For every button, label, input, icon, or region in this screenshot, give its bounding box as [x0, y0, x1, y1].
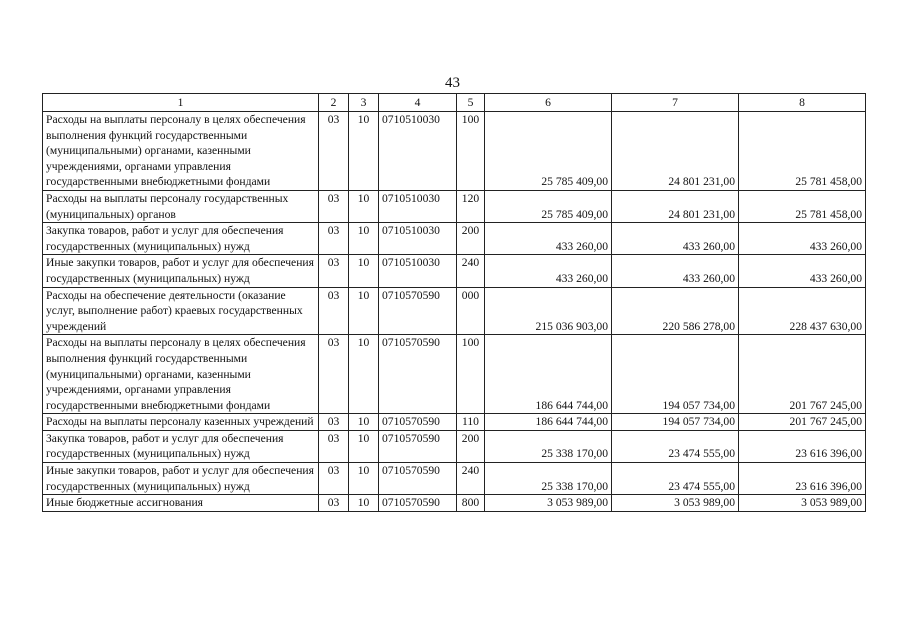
row-name-cell: Расходы на обеспечение деятельности (оказание услуг, выполнение работ) краевых государственных учреждений [43, 287, 319, 335]
amount-col8-cell: 25 781 458,00 [739, 112, 866, 191]
section-code-cell: 03 [319, 190, 349, 222]
column-header: 3 [349, 94, 379, 112]
column-header: 2 [319, 94, 349, 112]
expense-type-cell: 110 [457, 414, 485, 431]
amount-col6-cell: 25 785 409,00 [485, 112, 612, 191]
table-row [43, 414, 866, 431]
amount-col8-cell: 433 260,00 [739, 255, 866, 287]
target-article-cell: 0710570590 [379, 430, 457, 462]
table-header-row [43, 94, 866, 112]
amount-col7-cell: 24 801 231,00 [612, 190, 739, 222]
table-row [43, 335, 866, 414]
expense-type-cell: 000 [457, 287, 485, 335]
expense-type-cell: 100 [457, 112, 485, 191]
amount-col6-cell: 25 338 170,00 [485, 463, 612, 495]
target-article-cell: 0710570590 [379, 414, 457, 431]
subsection-code-cell: 10 [349, 430, 379, 462]
table-row [43, 190, 866, 222]
amount-col7-cell: 194 057 734,00 [612, 414, 739, 431]
section-code-cell: 03 [319, 463, 349, 495]
amount-col8-cell: 201 767 245,00 [739, 414, 866, 431]
row-name-cell: Закупка товаров, работ и услуг для обеспечения государственных (муниципальных) нужд [43, 430, 319, 462]
target-article-cell: 0710510030 [379, 112, 457, 191]
column-header: 6 [485, 94, 612, 112]
expense-type-cell: 800 [457, 495, 485, 512]
amount-col7-cell: 433 260,00 [612, 223, 739, 255]
amount-col8-cell: 23 616 396,00 [739, 430, 866, 462]
row-name-cell: Закупка товаров, работ и услуг для обеспечения государственных (муниципальных) нужд [43, 223, 319, 255]
amount-col6-cell: 433 260,00 [485, 223, 612, 255]
subsection-code-cell: 10 [349, 223, 379, 255]
column-header: 5 [457, 94, 485, 112]
subsection-code-cell: 10 [349, 463, 379, 495]
expense-type-cell: 200 [457, 223, 485, 255]
table-row [43, 223, 866, 255]
table-row [43, 430, 866, 462]
target-article-cell: 0710510030 [379, 255, 457, 287]
expense-type-cell: 240 [457, 255, 485, 287]
amount-col7-cell: 220 586 278,00 [612, 287, 739, 335]
section-code-cell: 03 [319, 495, 349, 512]
row-name-cell: Иные закупки товаров, работ и услуг для обеспечения государственных (муниципальных) нужд [43, 255, 319, 287]
subsection-code-cell: 10 [349, 287, 379, 335]
row-name-cell: Расходы на выплаты персоналу в целях обеспечения выполнения функций государственными (муниципальными) органами, казенными учреждениями, органами управления государственными внебюджетными фондами [43, 335, 319, 414]
row-name-cell: Расходы на выплаты персоналу казенных учреждений [43, 414, 319, 431]
section-code-cell: 03 [319, 335, 349, 414]
section-code-cell: 03 [319, 287, 349, 335]
table-row [43, 255, 866, 287]
amount-col8-cell: 23 616 396,00 [739, 463, 866, 495]
amount-col8-cell: 3 053 989,00 [739, 495, 866, 512]
row-name-cell: Расходы на выплаты персоналу государственных (муниципальных) органов [43, 190, 319, 222]
amount-col7-cell: 3 053 989,00 [612, 495, 739, 512]
amount-col6-cell: 186 644 744,00 [485, 414, 612, 431]
subsection-code-cell: 10 [349, 112, 379, 191]
expense-type-cell: 240 [457, 463, 485, 495]
column-header: 7 [612, 94, 739, 112]
column-header: 8 [739, 94, 866, 112]
subsection-code-cell: 10 [349, 414, 379, 431]
amount-col6-cell: 186 644 744,00 [485, 335, 612, 414]
expense-type-cell: 200 [457, 430, 485, 462]
section-code-cell: 03 [319, 430, 349, 462]
table-row [43, 495, 866, 512]
section-code-cell: 03 [319, 255, 349, 287]
target-article-cell: 0710510030 [379, 190, 457, 222]
target-article-cell: 0710570590 [379, 287, 457, 335]
subsection-code-cell: 10 [349, 190, 379, 222]
row-name-cell: Иные закупки товаров, работ и услуг для обеспечения государственных (муниципальных) нужд [43, 463, 319, 495]
target-article-cell: 0710510030 [379, 223, 457, 255]
target-article-cell: 0710570590 [379, 335, 457, 414]
table-row [43, 463, 866, 495]
amount-col6-cell: 3 053 989,00 [485, 495, 612, 512]
subsection-code-cell: 10 [349, 335, 379, 414]
column-header: 1 [43, 94, 319, 112]
subsection-code-cell: 10 [349, 495, 379, 512]
amount-col6-cell: 25 785 409,00 [485, 190, 612, 222]
row-name-cell: Иные бюджетные ассигнования [43, 495, 319, 512]
amount-col8-cell: 228 437 630,00 [739, 287, 866, 335]
target-article-cell: 0710570590 [379, 463, 457, 495]
budget-table [42, 93, 866, 512]
amount-col8-cell: 433 260,00 [739, 223, 866, 255]
section-code-cell: 03 [319, 223, 349, 255]
amount-col7-cell: 23 474 555,00 [612, 430, 739, 462]
row-name-cell: Расходы на выплаты персоналу в целях обеспечения выполнения функций государственными (муниципальными) органами, казенными учреждениями, органами управления государственными внебюджетными фондами [43, 112, 319, 191]
target-article-cell: 0710570590 [379, 495, 457, 512]
section-code-cell: 03 [319, 112, 349, 191]
amount-col8-cell: 201 767 245,00 [739, 335, 866, 414]
subsection-code-cell: 10 [349, 255, 379, 287]
amount-col6-cell: 25 338 170,00 [485, 430, 612, 462]
amount-col6-cell: 433 260,00 [485, 255, 612, 287]
amount-col6-cell: 215 036 903,00 [485, 287, 612, 335]
table-row [43, 112, 866, 191]
amount-col7-cell: 194 057 734,00 [612, 335, 739, 414]
section-code-cell: 03 [319, 414, 349, 431]
amount-col7-cell: 23 474 555,00 [612, 463, 739, 495]
page-number: 43 [445, 75, 460, 91]
amount-col8-cell: 25 781 458,00 [739, 190, 866, 222]
table-row [43, 287, 866, 335]
column-header: 4 [379, 94, 457, 112]
amount-col7-cell: 433 260,00 [612, 255, 739, 287]
amount-col7-cell: 24 801 231,00 [612, 112, 739, 191]
expense-type-cell: 100 [457, 335, 485, 414]
expense-type-cell: 120 [457, 190, 485, 222]
